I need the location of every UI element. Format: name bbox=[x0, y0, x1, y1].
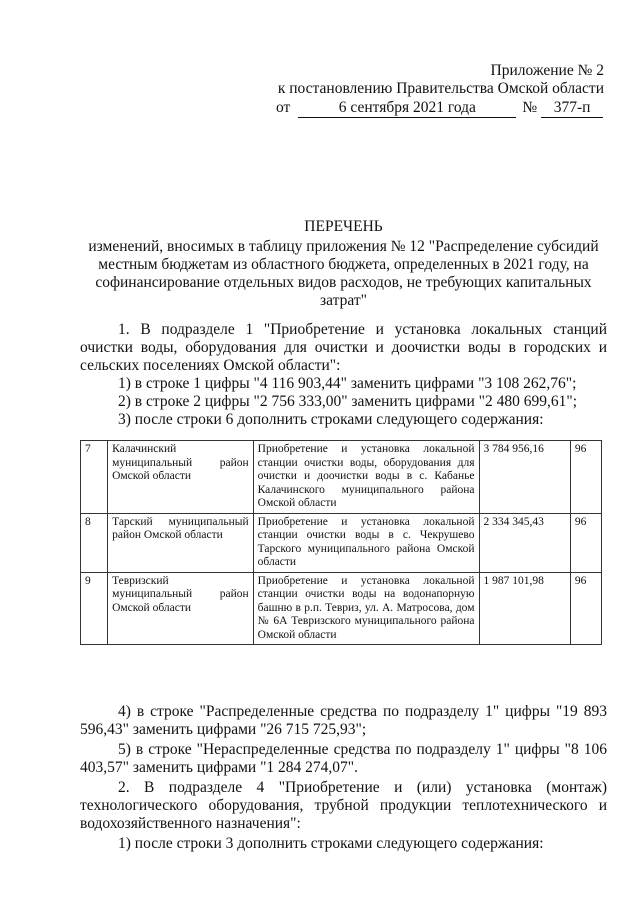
row-description: Приобретение и установка локальной станции очистки воды в с. Чекрушево Тарского муниципального района Омской области bbox=[253, 513, 479, 572]
row-district: Калачинский муниципальный район Омской области bbox=[108, 441, 254, 514]
appendix-header bbox=[276, 62, 604, 118]
row-description: Приобретение и установка локальной станции очистки воды, оборудования для очистки и доочистки воды в с. Кабанье Калачинского муниципального района Омской области bbox=[253, 441, 479, 514]
table-row bbox=[81, 513, 602, 572]
row-amount: 1 987 101,98 bbox=[479, 572, 570, 645]
row-district: Тевризский муниципальный район Омской области bbox=[108, 572, 254, 645]
section-1 bbox=[80, 321, 607, 429]
row-percent: 96 bbox=[570, 572, 601, 645]
row-percent: 96 bbox=[570, 513, 601, 572]
row-description: Приобретение и установка локальной станции очистки воды на водонапорную башню в р.п. Тевриз, ул. А. Матросова, дом № 6А Тевризского муниципального района Омской области bbox=[253, 572, 479, 645]
section-1-intro: 1. В подразделе 1 "Приобретение и установка локальных станций очистки воды, оборудования для очистки и доочистки воды в городских и сельских поселениях Омской области": bbox=[80, 321, 607, 374]
row-amount: 2 334 345,43 bbox=[479, 513, 570, 572]
resolution-date-line bbox=[276, 99, 604, 118]
title-main: ПЕРЕЧЕНЬ bbox=[304, 218, 383, 235]
row-district: Тарский муниципальный район Омской области bbox=[108, 513, 254, 572]
title-subtitle: изменений, вносимых в таблицу приложения № 12 "Распределение субсидий местным бюджетам из областного бюджета, определенных в 2021 году, на софинансирование отдельных видов расходов, не требующих капитальных затрат" bbox=[88, 238, 599, 309]
section-2-item-1: 1) после строки 3 дополнить строками следующего содержания: bbox=[118, 835, 544, 852]
section-1-item-2: 2) в строке 2 цифры "2 756 333,00" заменить цифрами "2 480 699,61"; bbox=[118, 393, 577, 410]
additions-table bbox=[80, 440, 602, 645]
table-row bbox=[81, 572, 602, 645]
appendix-number: Приложение № 2 bbox=[490, 62, 604, 79]
row-amount: 3 784 956,16 bbox=[479, 441, 570, 514]
resolution-number: 377-п bbox=[541, 99, 603, 118]
table-row bbox=[81, 441, 602, 514]
resolution-reference: к постановлению Правительства Омской области bbox=[277, 80, 604, 97]
section-1-item-5: 5) в строке "Нераспределенные средства по подразделу 1" цифры "8 106 403,57" заменить цифрами "1 284 274,07". bbox=[80, 741, 607, 776]
section-2-intro: 2. В подразделе 4 "Приобретение и (или) установка (монтаж) технологического оборудования, трубной продукции теплотехнического и водохозяйственного назначения": bbox=[80, 779, 607, 832]
number-label: № bbox=[522, 99, 538, 116]
row-number: 7 bbox=[81, 441, 108, 514]
row-number: 9 bbox=[81, 572, 108, 645]
resolution-date: 6 сентября 2021 года bbox=[298, 99, 516, 118]
from-label: от bbox=[276, 99, 291, 116]
row-number: 8 bbox=[81, 513, 108, 572]
section-1-item-3: 3) после строки 6 дополнить строками следующего содержания: bbox=[118, 411, 544, 428]
section-1-item-1: 1) в строке 1 цифры "4 116 903,44" заменить цифрами "3 108 262,76"; bbox=[118, 375, 577, 392]
row-percent: 96 bbox=[570, 441, 601, 514]
document-title bbox=[80, 218, 607, 310]
section-1-item-4: 4) в строке "Распределенные средства по подразделу 1" цифры "19 893 596,43" заменить цифрами "26 715 725,93"; bbox=[80, 703, 607, 738]
section-1-continued-and-section-2 bbox=[80, 703, 607, 855]
